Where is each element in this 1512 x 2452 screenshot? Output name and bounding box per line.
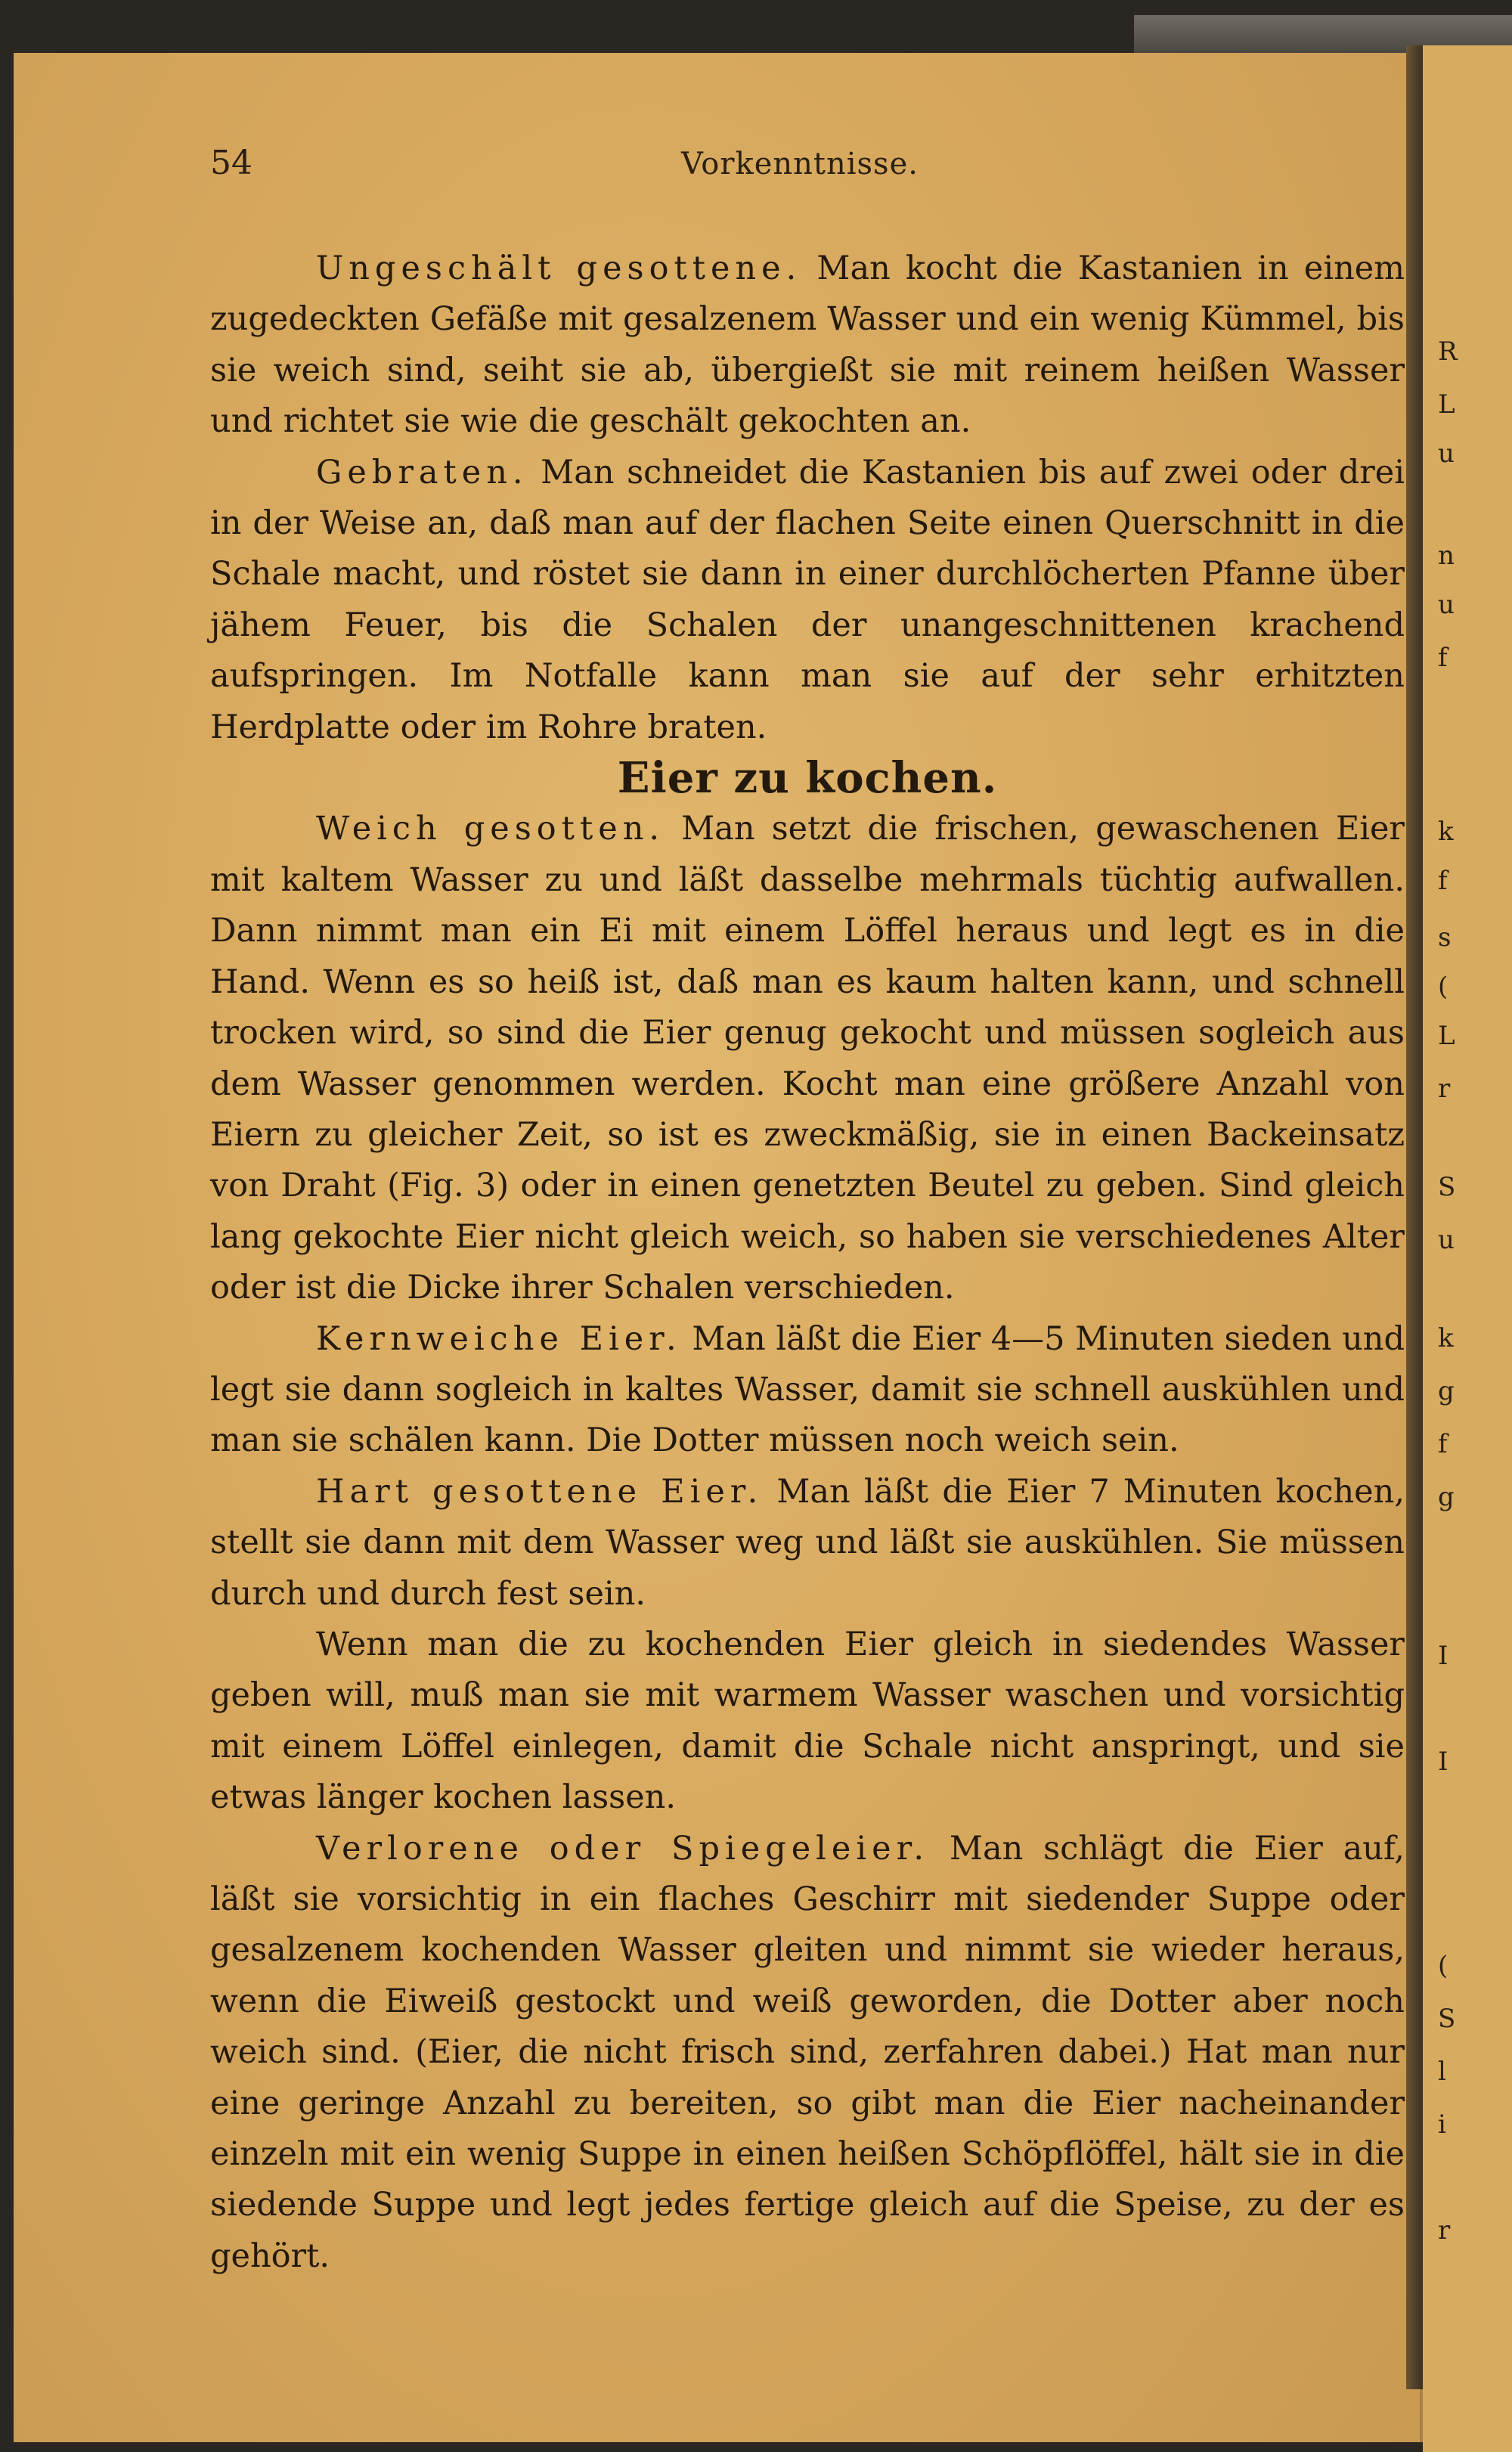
adjacent-page-letter: l <box>1438 2057 1446 2087</box>
section-heading: Eier zu kochen. <box>617 753 998 804</box>
page-gutter-shadow <box>1406 45 1423 2389</box>
paragraph-text: Man läßt die Eier 7 Minuten kochen, stellt sie dann mit dem Wasser weg und läßt sie auskühlen. Sie müssen durch und durch fest sein. <box>210 1472 1405 1613</box>
paragraph-lead: Kernweiche Eier. <box>316 1319 682 1358</box>
adjacent-page-letter: S <box>1438 1172 1456 1202</box>
adjacent-page-letter: f <box>1438 643 1448 673</box>
adjacent-page-letter: f <box>1438 866 1448 896</box>
adjacent-page-letter: L <box>1438 389 1455 420</box>
adjacent-page-letter: g <box>1438 1482 1455 1512</box>
adjacent-page-edge <box>1423 45 1512 2452</box>
running-title: Vorkenntnisse. <box>681 147 919 181</box>
paragraph-text: Man setzt die frischen, gewaschenen Eier mit kaltem Wasser zu und läßt dasselbe mehrmals tüchtig aufwallen. Dann nimmt man ein Ei mit einem Löffel heraus und legt es in die Hand. Wenn es so heiß ist, daß man es kaum halten kann, und schnell trocken wird, so sind die Eier genug gekocht und müssen sogleich aus dem Wasser genommen werden. Kocht man eine größere Anzahl von Eiern zu gleicher Zeit, so ist es zweckmäßig, sie in einen Backeinsatz von Draht (Fig. 3) oder in einen genetzten Beutel zu geben. Sind gleich lang gekochte Eier nicht gleich weich, so haben sie verschiedenes Alter oder ist die Dicke ihrer Schalen verschieden. <box>210 810 1405 1307</box>
adjacent-page-letter: f <box>1438 1429 1448 1459</box>
paragraph-text: Man läßt die Eier 4—5 Minuten sieden und legt sie dann sogleich in kaltes Wasser, damit sie schnell auskühlen und man sie schälen kann. Die Dotter müssen noch weich sein. <box>210 1319 1405 1460</box>
paragraph <box>210 804 1405 1313</box>
adjacent-page-letter: L <box>1438 1021 1455 1051</box>
adjacent-page-letter: s <box>1438 922 1452 953</box>
adjacent-page-letter: k <box>1438 1323 1454 1353</box>
paragraph-lead: Weich gesotten. <box>316 810 665 848</box>
page-header <box>210 144 1390 189</box>
adjacent-page-letter: R <box>1438 336 1458 367</box>
body-text <box>210 243 1405 2282</box>
paragraph <box>210 1620 1405 1824</box>
paragraph-text: Wenn man die zu kochenden Eier gleich in siedendes Wasser geben will, muß man sie mit warmem Wasser waschen und vorsichtig mit einem Löffel einlegen, damit die Schale nicht anspringt, und sie etwas länger kochen lassen. <box>210 1625 1405 1817</box>
paragraph <box>210 243 1405 448</box>
paragraph-lead: Gebraten. <box>316 453 528 491</box>
adjacent-page-letter: ( <box>1438 1951 1448 1981</box>
adjacent-page-letter: u <box>1438 439 1455 469</box>
adjacent-page-letter: r <box>1438 1074 1451 1104</box>
adjacent-page-letter: k <box>1438 817 1454 847</box>
adjacent-page-letter: ( <box>1438 972 1448 1002</box>
paragraph-text: Man kocht die Kastanien in einem zugedeckten Gefäße mit gesalzenem Wasser und ein wenig Kümmel, bis sie weich sind, seiht sie ab, übergießt sie mit reinem heißen Wasser und richtet sie wie die geschält gekochten an. <box>210 250 1405 441</box>
paragraph-lead: Hart gesottene Eier. <box>316 1472 764 1511</box>
paragraph <box>210 1824 1405 2283</box>
adjacent-page-letter: S <box>1438 2004 1456 2034</box>
paragraph <box>210 448 1405 753</box>
paragraph <box>210 1314 1405 1467</box>
adjacent-page-letter: u <box>1438 1225 1455 1255</box>
paragraph-text: Man schneidet die Kastanien bis auf zwei oder drei in der Weise an, daß man auf der flachen Seite einen Querschnitt in die Schale macht, und röstet sie dann in einer durchlöcherten Pfanne über jähem Feuer, bis die Schalen der unangeschnittenen krachend aufspringen. Im Notfalle kann man sie auf der sehr erhitzten Herdplatte oder im Rohre braten. <box>210 453 1405 746</box>
adjacent-page-letter: I <box>1438 1641 1448 1671</box>
paragraph-lead: Verlorene oder Spiegeleier. <box>316 1829 930 1868</box>
page-number: 54 <box>210 144 253 182</box>
adjacent-page-letter: i <box>1438 2109 1446 2140</box>
paragraph-text: Man schlägt die Eier auf, läßt sie vorsichtig in ein flaches Geschirr mit siedender Suppe oder gesalzenem kochenden Wasser gleiten und nimmt sie wieder heraus, wenn die Eiweiß gestockt und weiß geworden, die Dotter aber noch weich sind. (Eier, die nicht frisch sind, zerfahren dabei.) Hat man nur eine geringe Anzahl zu bereiten, so gibt man die Eier nacheinander einzeln mit ein wenig Suppe in einen heißen Schöpflöffel, hält sie in die siedende Suppe und legt jedes fertige gleich auf die Speise, zu der es gehört. <box>210 1829 1405 2275</box>
adjacent-page-letter: g <box>1438 1376 1455 1406</box>
adjacent-page-letter: u <box>1438 590 1455 620</box>
adjacent-page-letter: I <box>1438 1747 1448 1777</box>
adjacent-page-letter: n <box>1438 541 1455 571</box>
paragraph <box>210 1467 1405 1620</box>
paragraph-lead: Ungeschält gesottene. <box>316 250 802 287</box>
adjacent-page-letter: r <box>1438 2215 1451 2246</box>
